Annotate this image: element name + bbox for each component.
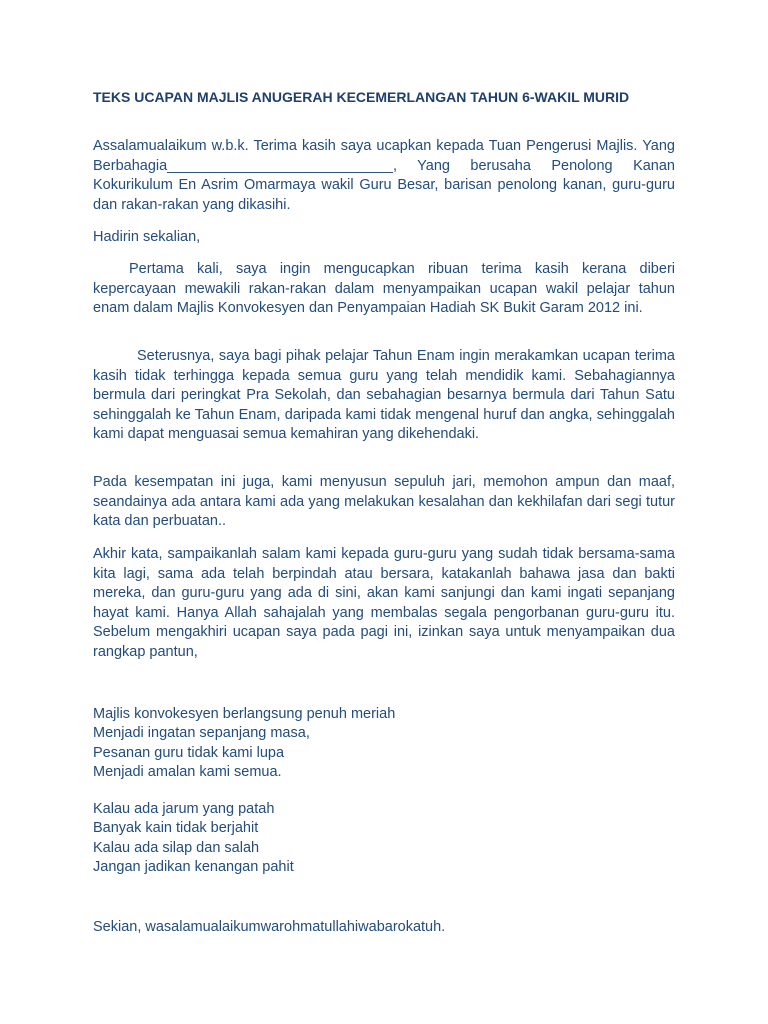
greeting-paragraph: Assalamualaikum w.b.k. Terima kasih saya ucapkan kepada Tuan Pengerusi Majlis. Yang Berbahagia____________________________, Yang berusaha Penolong Kanan Kokurikulum En Asrim Omarmaya wakil Guru Besar, barisan penolong kanan, guru-guru dan rakan-rakan yang dikasihi. <box>93 138 675 213</box>
closing-remarks-paragraph: Akhir kata, sampaikanlah salam kami kepada guru-guru yang sudah tidak bersama-sama kita lagi, sama ada telah berpindah atau bersara, katakanlah bahawa jasa dan bakti mereka, dan guru-guru yang ada di sini, akan kami sanjungi dan kami ingati sepanjang hayat kami. Hanya Allah sahajalah yang membalas segala pengorbanan guru-guru itu. Sebelum mengakhiri ucapan saya pada pagi ini, izinkan saya untuk menyampaikan dua rangkap pantun, <box>93 546 675 660</box>
pantun-stanza-2 <box>93 800 675 878</box>
apology-paragraph: Pada kesempatan ini juga, kami menyusun sepuluh jari, memohon ampun dan maaf, seandainya ada antara kami ada yang melakukan kesalahan dan kekhilafan dari segi tutur kata dan perbuatan.. <box>93 474 675 530</box>
gratitude-paragraph: Pertama kali, saya ingin mengucapkan ribuan terima kasih kerana diberi kepercayaan mewakili rakan-rakan dalam menyampaikan ucapan wakil pelajar tahun enam dalam Majlis Konvokesyen dan Penyampaian Hadiah SK Bukit Garam 2012 ini. <box>93 261 675 317</box>
pantun-line: Menjadi ingatan sepanjang masa, <box>93 725 310 742</box>
pantun-stanza-1 <box>93 705 675 783</box>
pantun-line: Majlis konvokesyen berlangsung penuh meriah <box>93 706 396 722</box>
pantun-line: Jangan jadikan kenangan pahit <box>93 859 294 876</box>
pantun-line: Banyak kain tidak berjahit <box>93 820 259 837</box>
pantun-line: Kalau ada silap dan salah <box>93 839 260 856</box>
audience-salutation: Hadirin sekalian, <box>93 229 201 245</box>
document-title: TEKS UCAPAN MAJLIS ANUGERAH KECEMERLANGAN TAHUN 6-WAKIL MURID <box>93 89 630 105</box>
pantun-line: Kalau ada jarum yang patah <box>93 801 275 817</box>
pantun-line: Pesanan guru tidak kami lupa <box>93 744 285 761</box>
teachers-thanks-paragraph: Seterusnya, saya bagi pihak pelajar Tahun Enam ingin merakamkan ucapan terima kasih tidak terhingga kepada semua guru yang telah mendidik kami. Sebahagiannya bermula dari peringkat Pra Sekolah, dan sebahagian besarnya bermula dari Tahun Satu sehinggalah ke Tahun Enam, daripada kami tidak mengenal huruf dan angka, sehinggalah kami dapat menguasai semua kemahiran yang dikehendaki. <box>93 348 675 443</box>
pantun-line: Menjadi amalan kami semua. <box>93 764 282 781</box>
closing-salutation: Sekian, wasalamualaikumwarohmatullahiwabarokatuh. <box>93 919 446 935</box>
